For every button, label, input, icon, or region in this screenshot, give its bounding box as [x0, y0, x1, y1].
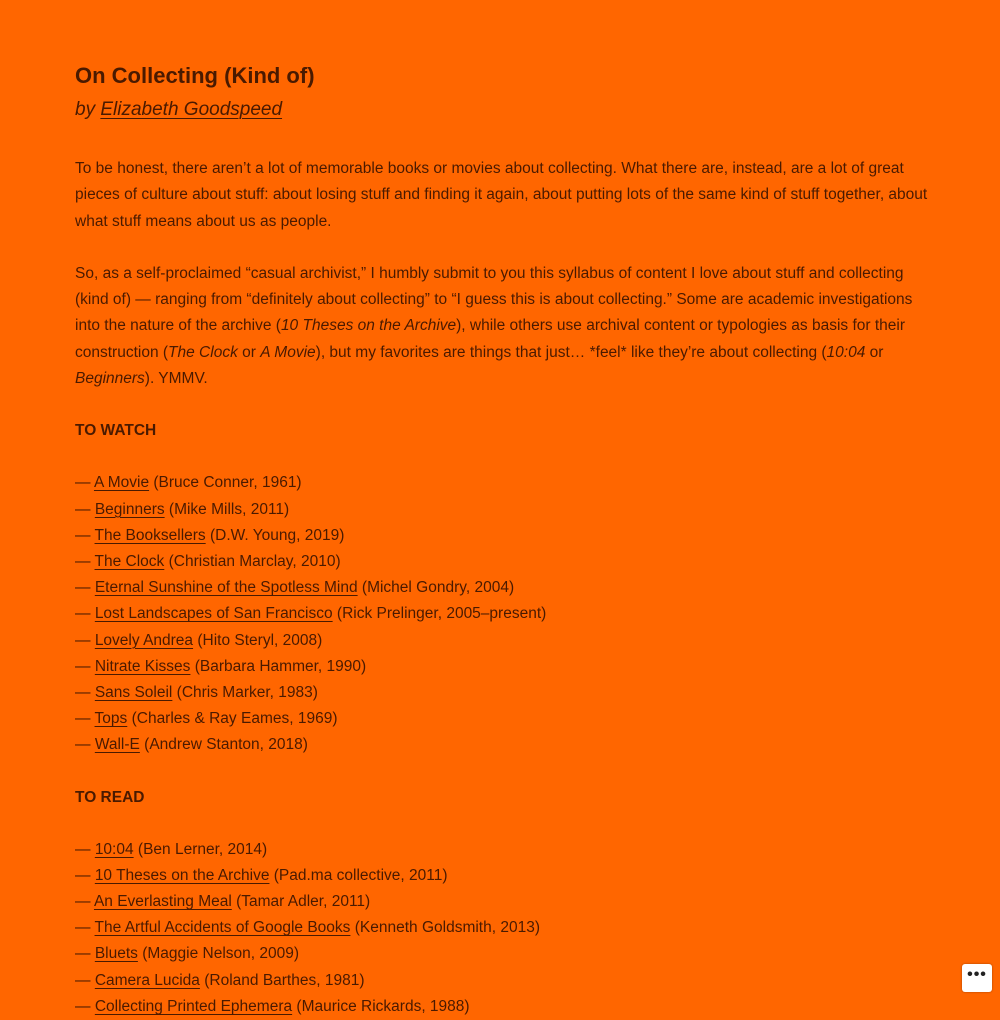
title-info: (Maurice Rickards, 1988)	[292, 997, 470, 1015]
list-dash: —	[75, 474, 94, 492]
title-link[interactable]: Lovely Andrea	[94, 631, 194, 649]
watch-list	[75, 470, 935, 758]
more-dots-icon: •••	[967, 966, 987, 983]
list-item	[75, 575, 935, 601]
list-dash: —	[75, 997, 95, 1015]
paragraph-text: So, as a self-proclaimed “casual archivist,” I humbly submit to you this syllabus of content I love about stuff and collecting (kind of) — ranging from “definitely about collecting” to “I guess this is about collecting.” Some are academic investigations into the nature of the archive (	[75, 264, 913, 335]
list-item	[75, 497, 935, 523]
paragraph-italic-title: 10 Theses on the Archive	[280, 317, 457, 335]
paragraph-text: ), while others use archival content or typologies as basis for their construction (	[75, 317, 905, 361]
list-dash: —	[75, 526, 95, 544]
title-info: (Chris Marker, 1983)	[172, 684, 318, 701]
list-dash: —	[75, 919, 95, 937]
list-item	[75, 628, 935, 654]
list-item	[75, 654, 935, 680]
paragraph-italic-title: The Clock	[168, 343, 238, 361]
list-dash: —	[75, 840, 95, 858]
list-item	[75, 549, 935, 575]
title-link[interactable]: 10:04	[94, 840, 134, 858]
read-list	[75, 837, 935, 1020]
paragraph-text: ), but my favorites are things that just… *feel* like they’re about collecting (	[315, 343, 827, 361]
list-dash: —	[75, 631, 95, 649]
title-info: (Barbara Hammer, 1990)	[190, 657, 367, 675]
list-dash: —	[75, 657, 95, 675]
title-link[interactable]: Beginners	[94, 500, 165, 518]
list-item	[75, 680, 935, 706]
second-paragraph	[75, 261, 935, 392]
list-dash: —	[75, 866, 95, 884]
list-item	[75, 523, 935, 549]
paragraph-italic-title: 10:04	[826, 343, 866, 361]
title-link[interactable]: Lost Landscapes of San Francisco	[94, 605, 333, 623]
list-item	[75, 889, 935, 915]
list-dash: —	[75, 893, 94, 911]
list-dash: —	[75, 684, 95, 701]
title-link[interactable]: Nitrate Kisses	[94, 657, 191, 675]
title-link[interactable]: Tops	[94, 710, 128, 728]
list-dash: —	[75, 500, 95, 518]
title-link[interactable]: Camera Lucida	[94, 971, 200, 989]
title-info: (Roland Barthes, 1981)	[199, 971, 365, 989]
title-link[interactable]: Collecting Printed Ephemera	[94, 997, 293, 1015]
title-info: (Bruce Conner, 1961)	[149, 474, 302, 492]
title-link[interactable]: The Clock	[94, 552, 165, 570]
title-link[interactable]: Wall-E	[94, 736, 140, 754]
title-link[interactable]: The Artful Accidents of Google Books	[94, 919, 351, 937]
title-info: (Hito Steryl, 2008)	[193, 631, 323, 649]
title-info: (D.W. Young, 2019)	[205, 526, 345, 544]
list-dash: —	[75, 945, 95, 963]
list-item	[75, 968, 935, 994]
title-link[interactable]: 10 Theses on the Archive	[94, 866, 270, 884]
intro-paragraph: To be honest, there aren’t a lot of memorable books or movies about collecting. What there are, instead, are a lot of great pieces of culture about stuff: about losing stuff and finding it again, about putting lots of the same kind of stuff together, about what stuff means about us as people.	[75, 160, 928, 230]
list-item	[75, 601, 935, 627]
title-info: (Tamar Adler, 2011)	[231, 893, 371, 911]
paragraph-text: ). YMMV.	[144, 370, 208, 388]
title-info: (Maggie Nelson, 2009)	[137, 945, 300, 963]
watch-heading: TO WATCH	[75, 422, 157, 440]
title-info: (Ben Lerner, 2014)	[133, 840, 268, 858]
list-item	[75, 732, 935, 758]
title-info: (Rick Prelinger, 2005–present)	[332, 605, 547, 623]
list-dash: —	[75, 579, 95, 597]
list-item	[75, 706, 935, 732]
title-info: (Pad.ma collective, 2011)	[269, 866, 448, 884]
title-info: (Kenneth Goldsmith, 2013)	[350, 919, 540, 937]
list-dash: —	[75, 736, 95, 754]
more-options-button[interactable]	[962, 964, 992, 992]
paragraph-italic-title: A Movie	[260, 343, 316, 361]
paragraph-italic-title: Beginners	[75, 370, 145, 388]
list-dash: —	[75, 552, 95, 570]
title-info: (Andrew Stanton, 2018)	[139, 736, 308, 754]
paragraph-text: or	[237, 343, 261, 361]
title-info: (Christian Marclay, 2010)	[164, 552, 341, 570]
list-dash: —	[75, 710, 95, 728]
byline-prefix: by	[75, 99, 101, 120]
list-dash: —	[75, 971, 95, 989]
title-link[interactable]: The Booksellers	[94, 526, 206, 544]
title-info: (Charles & Ray Eames, 1969)	[127, 710, 338, 728]
title-info: (Michel Gondry, 2004)	[357, 579, 515, 597]
read-heading: TO READ	[75, 788, 145, 806]
title-link[interactable]: Bluets	[94, 945, 138, 963]
title-info: (Mike Mills, 2011)	[164, 500, 290, 518]
article	[75, 60, 935, 1020]
title-link[interactable]: Sans Soleil	[94, 684, 173, 701]
title-link[interactable]: Eternal Sunshine of the Spotless Mind	[94, 579, 358, 597]
article-title: On Collecting (Kind of)	[75, 63, 315, 88]
list-item	[75, 941, 935, 967]
title-link[interactable]: A Movie	[93, 474, 150, 492]
author-link[interactable]: Elizabeth Goodspeed	[100, 99, 283, 120]
list-item	[75, 863, 935, 889]
list-item	[75, 837, 935, 863]
byline	[75, 96, 935, 124]
list-dash: —	[75, 605, 95, 623]
list-item	[75, 994, 935, 1020]
paragraph-text: or	[865, 343, 884, 361]
list-item	[75, 470, 935, 496]
list-item	[75, 915, 935, 941]
title-link[interactable]: An Everlasting Meal	[93, 893, 232, 911]
